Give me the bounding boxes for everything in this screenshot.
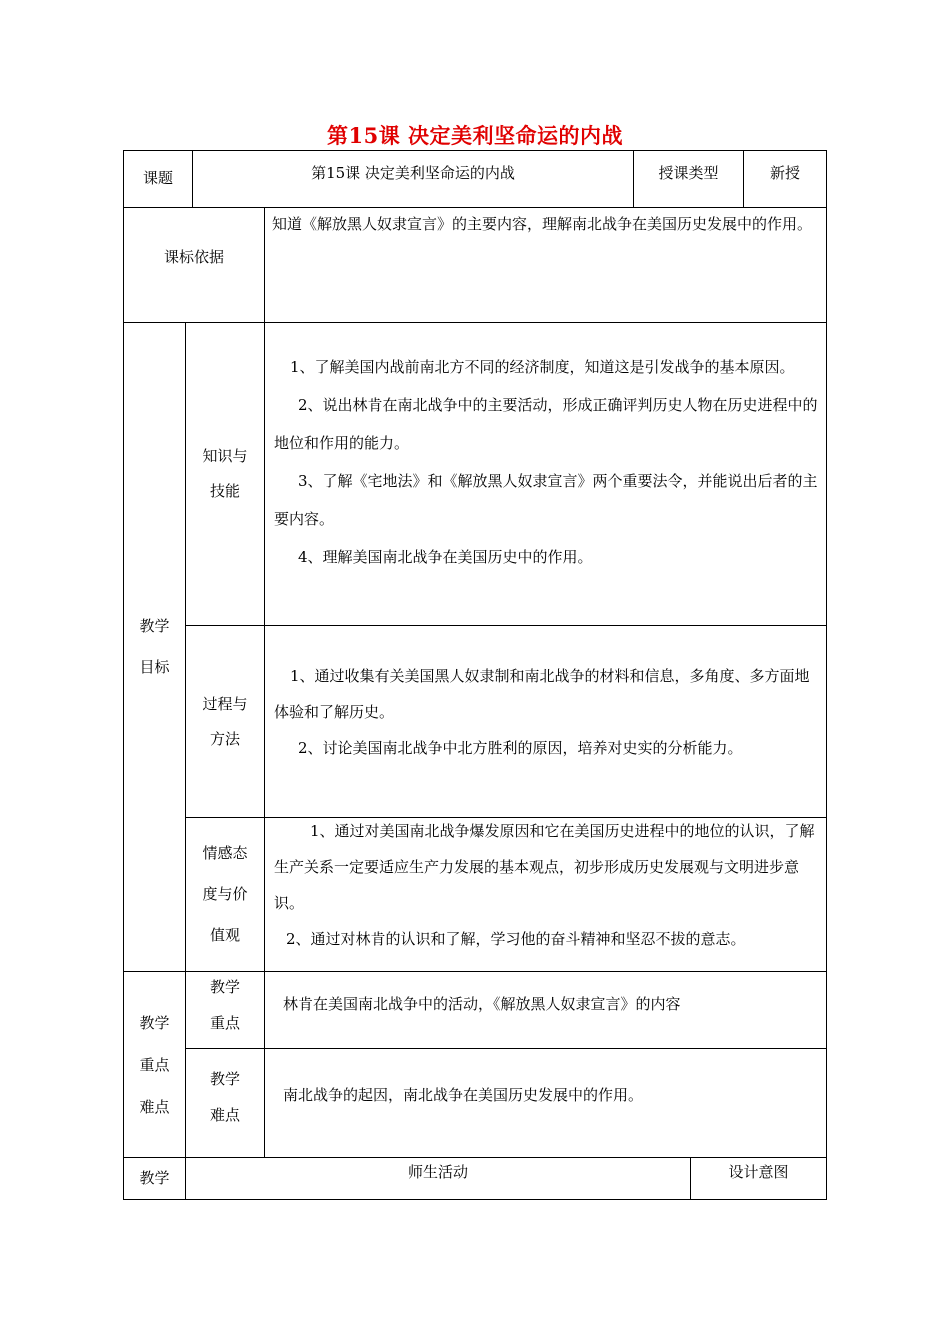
process-item: 2、讨论美国南北战争中北方胜利的原因，培养对史实的分析能力。 — [298, 739, 743, 757]
table-border — [123, 1199, 827, 1200]
key-difficult-points-label — [124, 972, 185, 1157]
knowledge-item: 4、理解美国南北战争在美国历史中的作用。 — [298, 548, 593, 566]
process-methods-label-line1: 过程与 — [202, 694, 248, 713]
topic-label: 课题 — [142, 169, 173, 188]
curriculum-basis-content: 知道《解放黑人奴隶宣言》的主要内容，理解南北战争在美国历史发展中的作用。 — [272, 215, 813, 233]
document-title: 第15课 决定美利坚命运的内战 — [326, 123, 624, 148]
knowledge-skills-label-line2: 技能 — [209, 482, 240, 500]
table-border — [185, 1048, 827, 1049]
table-border — [264, 207, 265, 322]
knowledge-item: 1、了解美国内战前南北方不同的经济制度，知道这是引发战争的基本原因。 — [290, 358, 795, 376]
teaching-difficulty-text: 南北战争的起因，南北战争在美国历史发展中的作用。 — [283, 1086, 644, 1104]
process-methods-label — [186, 626, 264, 817]
teaching-goals-label-line1: 教学 — [139, 617, 170, 635]
teaching-focus-label-line2: 重点 — [209, 1014, 240, 1032]
knowledge-item: 3、了解《宅地法》和《解放黑人奴隶宣言》两个重要法令，并能说出后者的主要内容。 — [274, 472, 818, 528]
teaching-focus-content — [283, 993, 823, 1023]
knowledge-skills-label — [186, 323, 264, 625]
teaching-focus-label-line1: 教学 — [209, 978, 240, 996]
key-difficult-label-line3: 难点 — [139, 1097, 170, 1116]
emotion-values-content — [274, 813, 822, 968]
teaching-focus-text: 林肯在美国南北战争中的活动，《解放黑人奴隶宣言》的内容 — [283, 995, 681, 1013]
knowledge-item: 2、说出林肯在南北战争中的主要活动，形成正确评判历史人物在历史进程中的地位和作用的能力。 — [274, 396, 818, 452]
emotion-values-label — [186, 818, 264, 971]
teaching-goals-label — [124, 323, 185, 971]
lesson-type-value: 新授 — [769, 164, 800, 183]
table-border — [185, 625, 827, 626]
design-intent-header: 设计意图 — [728, 1163, 789, 1182]
process-item: 1、通过收集有关美国黑人奴隶制和南北战争的材料和信息，多角度、多方面地体验和了解历史。 — [274, 667, 810, 721]
curriculum-basis-label: 课标依据 — [163, 248, 224, 267]
topic-value: 第15课 决定美利坚命运的内战 — [311, 164, 515, 183]
table-border — [826, 150, 827, 1200]
emotion-item: 2、通过对林肯的认识和了解，学习他的奋斗精神和坚忍不拔的意志。 — [286, 930, 746, 948]
teaching-process-label: 教学 — [139, 1168, 170, 1187]
process-methods-label-line2: 方法 — [209, 729, 240, 748]
activities-header: 师生活动 — [407, 1163, 468, 1182]
process-methods-content — [274, 658, 822, 808]
knowledge-skills-label-line1: 知识与 — [202, 447, 248, 465]
key-difficult-label-line2: 重点 — [139, 1055, 170, 1074]
lesson-type-label: 授课类型 — [658, 164, 719, 183]
teaching-difficulty-label-line2: 难点 — [209, 1105, 240, 1124]
teaching-goals-label-line2: 目标 — [139, 658, 170, 676]
emotion-values-label-line2: 度与价 — [202, 885, 248, 903]
table-border — [264, 322, 265, 1157]
teaching-difficulty-content — [283, 1084, 823, 1114]
emotion-item: 1、通过对美国南北战争爆发原因和它在美国历史进程中的地位的认识，了解生产关系一定要适应生产力发展的基本观点，初步形成历史发展观与文明进步意识。 — [274, 822, 815, 912]
key-difficult-label-line1: 教学 — [139, 1013, 170, 1032]
curriculum-basis-text — [272, 205, 822, 315]
teaching-focus-label — [186, 970, 264, 1040]
teaching-difficulty-label-line1: 教学 — [209, 1069, 240, 1088]
emotion-values-label-line3: 值观 — [209, 926, 240, 944]
emotion-values-label-line1: 情感态 — [202, 844, 248, 862]
knowledge-skills-content — [274, 348, 822, 620]
teaching-difficulty-label — [186, 1049, 264, 1144]
